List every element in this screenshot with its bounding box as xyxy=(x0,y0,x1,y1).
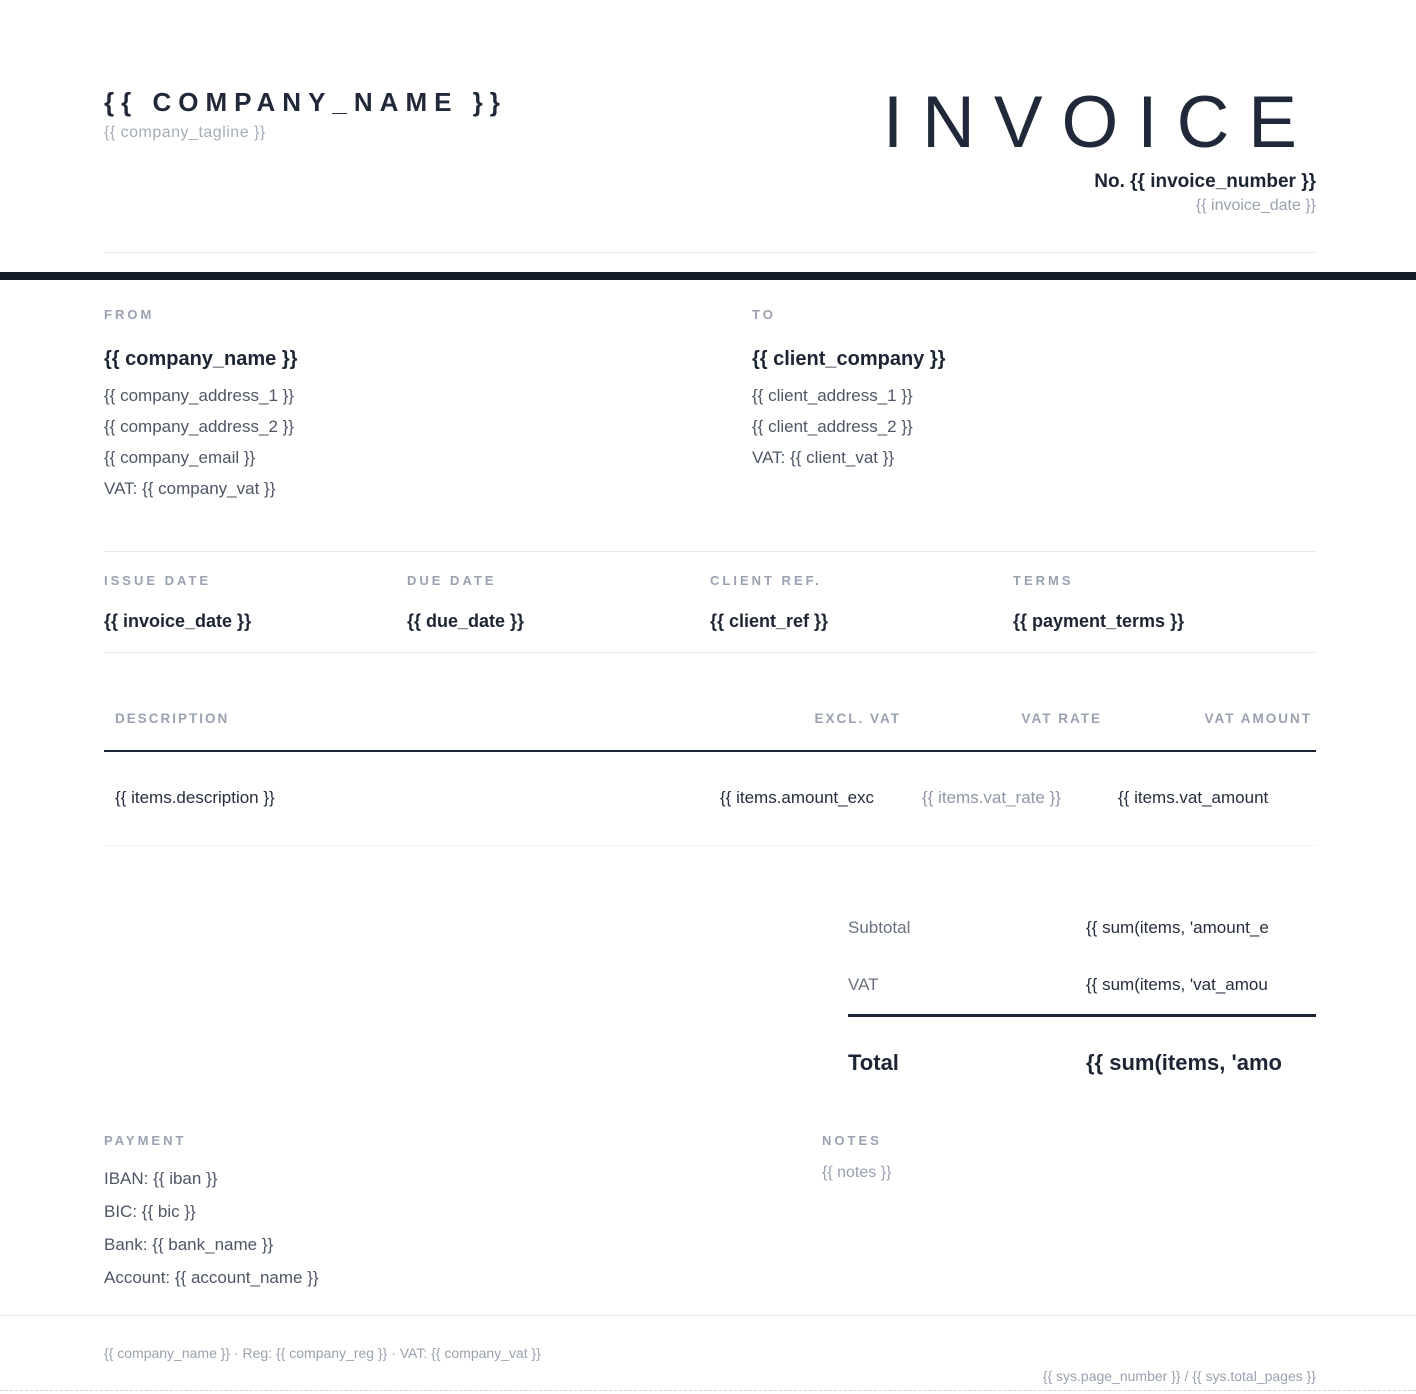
totals-rule xyxy=(848,1014,1316,1017)
parties-section xyxy=(0,280,1416,504)
total-label: Total xyxy=(848,1050,899,1075)
items-table xyxy=(0,710,1416,846)
meta-due-date-value: {{ due_date }} xyxy=(407,611,525,631)
from-vat: VAT: {{ company_vat }} xyxy=(104,479,276,498)
meta-issue-date-value: {{ invoice_date }} xyxy=(104,611,252,631)
notes-block xyxy=(822,1133,1316,1294)
invoice-head xyxy=(882,82,1316,216)
invoice-title: INVOICE xyxy=(882,82,1316,163)
payment-iban: IBAN: {{ iban }} xyxy=(104,1169,218,1188)
footer-page-numbers: {{ sys.page_number }} / {{ sys.total_pages }} xyxy=(1042,1368,1316,1384)
meta-terms-value: {{ payment_terms }} xyxy=(1013,611,1185,631)
col-excl-vat: EXCL. VAT xyxy=(814,711,901,726)
invoice-number: No. {{ invoice_number }} xyxy=(1094,171,1316,192)
vat-label: VAT xyxy=(848,975,879,994)
totals-block xyxy=(848,916,1316,1078)
notes-value: {{ notes }} xyxy=(822,1164,892,1181)
payment-bank: Bank: {{ bank_name }} xyxy=(104,1235,274,1254)
to-block xyxy=(752,307,1316,504)
vat-row xyxy=(848,973,1316,997)
payment-label: PAYMENT xyxy=(104,1133,187,1148)
col-vat-rate: VAT RATE xyxy=(1021,711,1102,726)
subtotal-row xyxy=(848,916,1316,940)
payment-notes-section xyxy=(0,1133,1416,1294)
item-vat-rate: {{ items.vat_rate }} xyxy=(922,788,1061,807)
header xyxy=(0,0,1416,253)
table-row xyxy=(104,752,1316,846)
meta-terms xyxy=(1013,573,1316,633)
items-table-header xyxy=(104,710,1316,727)
vat-value: {{ sum(items, 'vat_amou xyxy=(1086,975,1268,994)
to-name: {{ client_company }} xyxy=(752,348,946,370)
from-name: {{ company_name }} xyxy=(104,348,298,370)
total-row xyxy=(848,1048,1316,1078)
invoice-date: {{ invoice_date }} xyxy=(1195,197,1316,214)
meta-due-date xyxy=(407,573,710,633)
meta-due-date-label: DUE DATE xyxy=(407,573,497,588)
to-vat: VAT: {{ client_vat }} xyxy=(752,448,895,467)
accent-bar xyxy=(0,272,1416,280)
to-address-1: {{ client_address_1 }} xyxy=(752,386,913,405)
col-vat-amount: VAT AMOUNT xyxy=(1204,711,1312,726)
meta-client-ref-label: CLIENT REF. xyxy=(710,573,822,588)
from-label: FROM xyxy=(104,307,155,322)
company-name: {{ COMPANY_NAME }} xyxy=(104,87,507,117)
footer-company-line: {{ company_name }} · Reg: {{ company_reg }} · VAT: {{ company_vat }} xyxy=(104,1345,541,1361)
from-email: {{ company_email }} xyxy=(104,448,256,467)
company-tagline: {{ company_tagline }} xyxy=(104,124,266,141)
from-address-1: {{ company_address_1 }} xyxy=(104,386,294,405)
header-divider xyxy=(104,252,1316,253)
payment-bic: BIC: {{ bic }} xyxy=(104,1202,196,1221)
page-footer xyxy=(0,1315,1416,1391)
meta-issue-date xyxy=(104,573,407,633)
from-address-2: {{ company_address_2 }} xyxy=(104,417,294,436)
to-label: TO xyxy=(752,307,776,322)
subtotal-label: Subtotal xyxy=(848,918,911,937)
meta-client-ref-value: {{ client_ref }} xyxy=(710,611,829,631)
subtotal-value: {{ sum(items, 'amount_e xyxy=(1086,918,1269,937)
to-address-2: {{ client_address_2 }} xyxy=(752,417,913,436)
payment-account: Account: {{ account_name }} xyxy=(104,1268,319,1287)
meta-row xyxy=(104,551,1316,653)
meta-issue-date-label: ISSUE DATE xyxy=(104,573,212,588)
payment-block xyxy=(104,1133,822,1294)
meta-terms-label: TERMS xyxy=(1013,573,1074,588)
col-description: DESCRIPTION xyxy=(115,711,230,726)
total-value: {{ sum(items, 'amo xyxy=(1086,1050,1282,1075)
from-block xyxy=(104,307,752,504)
item-amount-excl: {{ items.amount_exc xyxy=(720,788,875,807)
item-vat-amount: {{ items.vat_amount xyxy=(1118,788,1269,807)
notes-label: NOTES xyxy=(822,1133,882,1148)
meta-client-ref xyxy=(710,573,1013,633)
item-description: {{ items.description }} xyxy=(115,788,275,807)
brand-block xyxy=(104,86,507,142)
